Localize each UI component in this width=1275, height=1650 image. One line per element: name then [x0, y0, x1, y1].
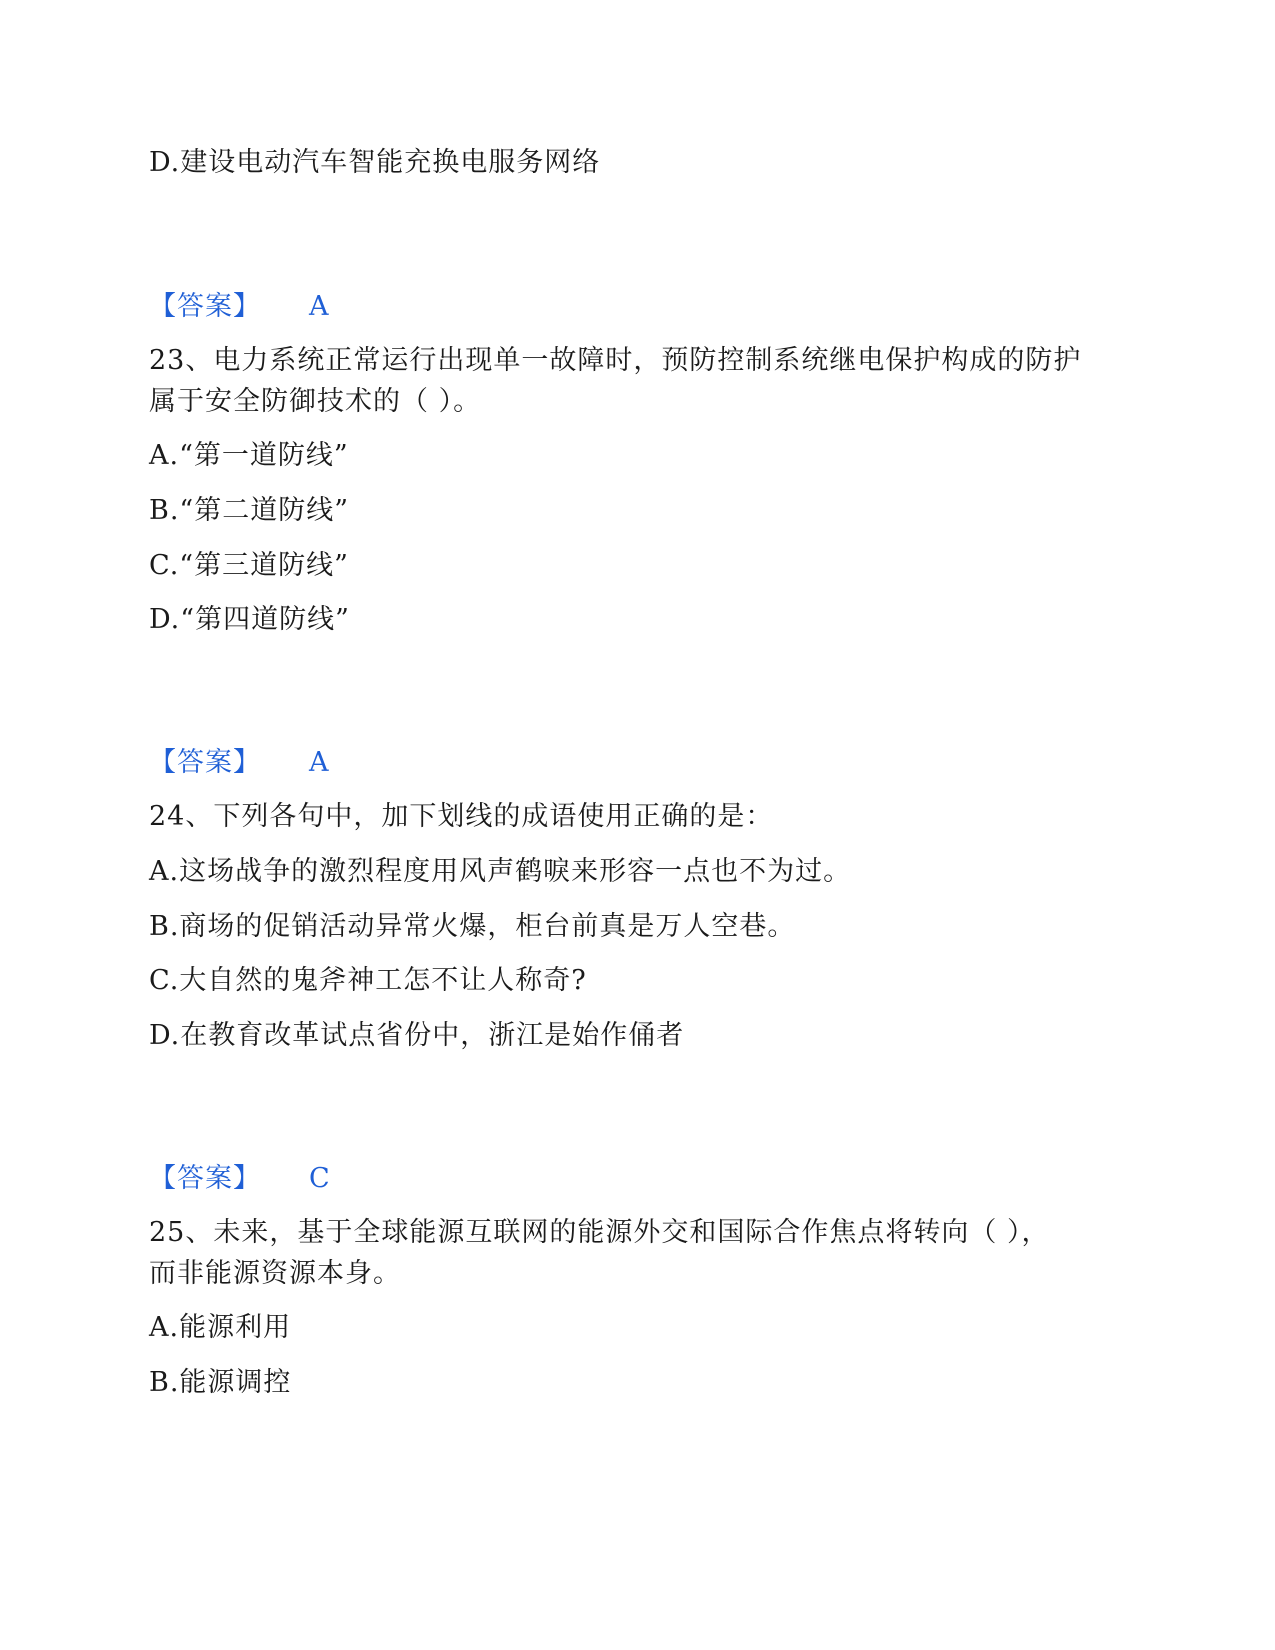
q23-stem-line1: 23、电力系统正常运行出现单一故障时，预防控制系统继电保护构成的防护	[149, 345, 1082, 376]
q23-option-c: C.“第三道防线”	[149, 550, 349, 581]
answer-tag: 【答案】	[149, 1163, 261, 1194]
answer-value: A	[309, 747, 329, 778]
q24-stem: 24、下列各句中，加下划线的成语使用正确的是：	[149, 801, 774, 832]
answer-tag: 【答案】	[149, 291, 261, 322]
q25-stem-line1: 25、未来，基于全球能源互联网的能源外交和国际合作焦点将转向（ ），	[149, 1217, 1050, 1248]
q25-stem-line2: 而非能源资源本身。	[149, 1258, 401, 1289]
q25-option-b: B.能源调控	[149, 1367, 292, 1398]
q24-option-a: A.这场战争的激烈程度用风声鹤唳来形容一点也不为过。	[149, 856, 852, 887]
q24-answer	[149, 1162, 330, 1196]
q22-answer	[149, 290, 329, 324]
q23-answer	[149, 746, 329, 780]
q23-option-d: D.“第四道防线”	[149, 604, 350, 635]
answer-value: A	[309, 291, 329, 322]
q24-option-b: B.商场的促销活动异常火爆，柜台前真是万人空巷。	[149, 911, 796, 942]
q23-stem-line2: 属于安全防御技术的（ ）。	[149, 386, 482, 417]
q23-option-b: B.“第二道防线”	[149, 495, 350, 526]
q24-option-d: D.在教育改革试点省份中，浙江是始作俑者	[149, 1020, 685, 1051]
answer-tag: 【答案】	[149, 747, 261, 778]
answer-value: C	[309, 1163, 330, 1194]
q23-option-a: A.“第一道防线”	[149, 440, 349, 471]
q24-option-c: C.大自然的鬼斧神工怎不让人称奇?	[149, 965, 587, 996]
q25-option-a: A.能源利用	[149, 1312, 292, 1343]
q22-option-d: D.建设电动汽车智能充换电服务网络	[149, 147, 601, 178]
